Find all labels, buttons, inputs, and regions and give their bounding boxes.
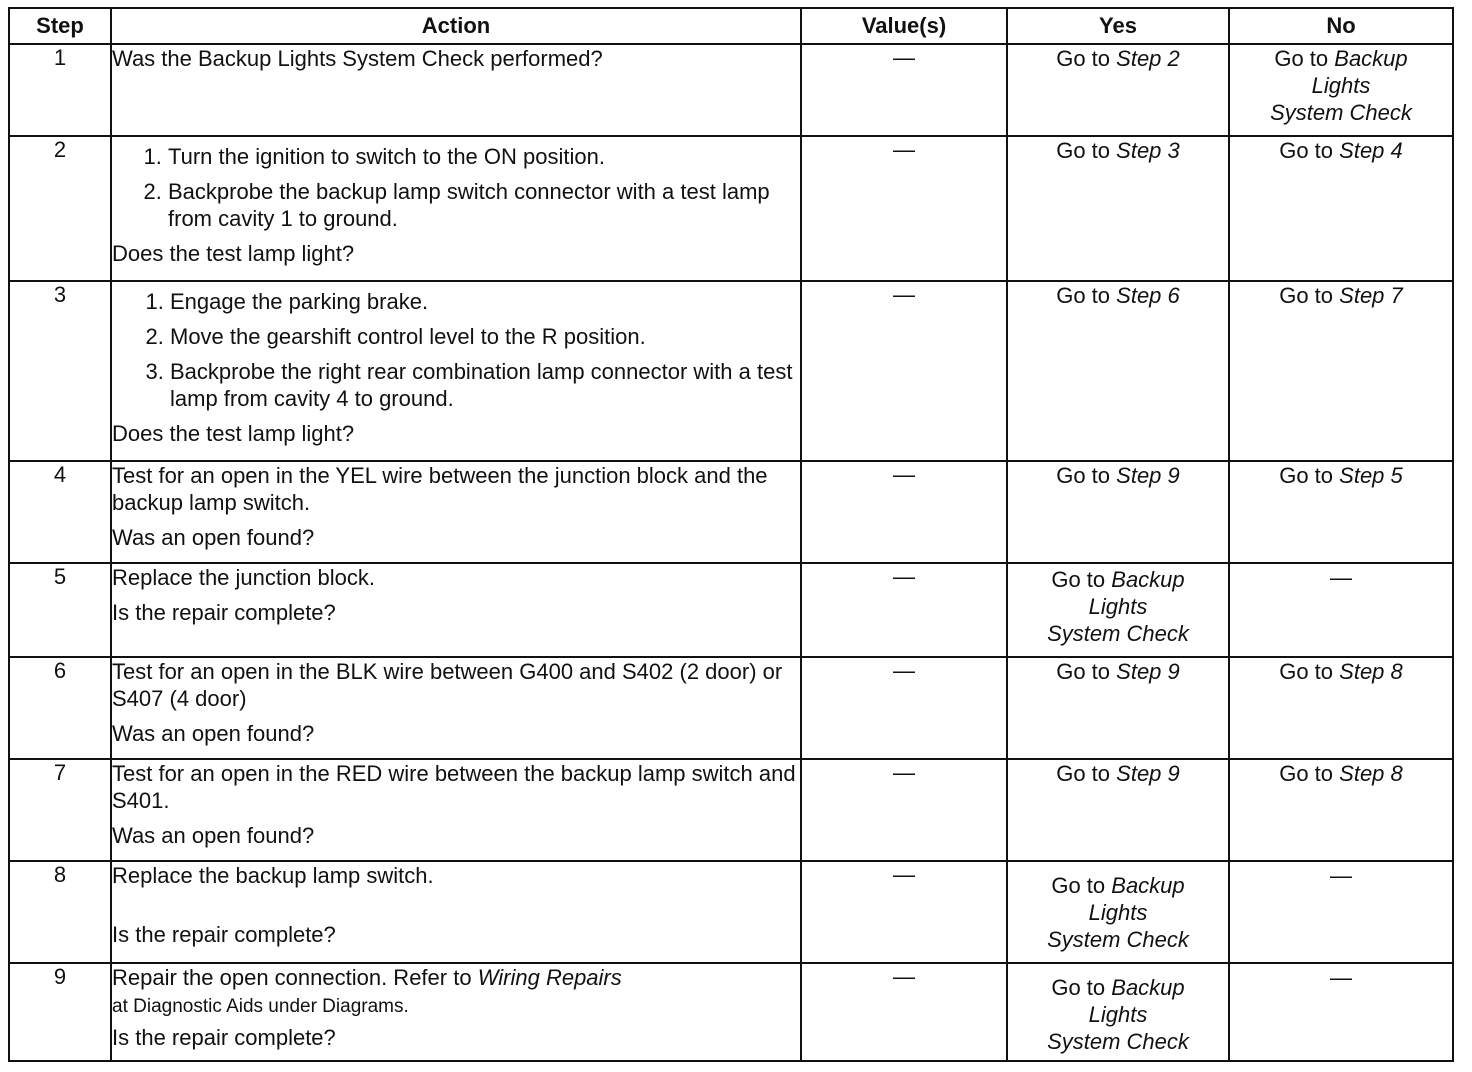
action-text: Repair the open connection. Refer to [112, 965, 472, 990]
value-cell [801, 563, 1007, 657]
action-cell [111, 963, 801, 1061]
action-step-list [112, 143, 800, 232]
table-row [9, 657, 1453, 759]
value-cell [801, 281, 1007, 461]
yes-cell [1007, 461, 1229, 563]
action-cell [111, 461, 801, 563]
yes-cell [1007, 563, 1229, 657]
goto-label: Go to [1279, 659, 1334, 684]
goto-label: Go to [1279, 761, 1334, 786]
value-dash: — [893, 658, 915, 683]
action-step: 2. Backprobe the backup lamp switch connector with a test lamp from cavity 1 to ground. [168, 178, 800, 232]
goto-label: Go to [1279, 283, 1334, 308]
goto-label: Go to [1056, 138, 1111, 163]
value-dash: — [893, 462, 915, 487]
value-dash: — [893, 964, 915, 989]
action-step: 2. Move the gearshift control level to the R position. [170, 323, 800, 350]
table-row [9, 963, 1453, 1061]
no-target: Step 8 [1339, 659, 1403, 684]
action-cell [111, 136, 801, 281]
goto-label: Go to [1051, 975, 1106, 1000]
header-row [9, 8, 1453, 44]
header-action: Action [111, 8, 801, 44]
action-question: Is the repair complete? [112, 922, 336, 947]
no-dash: — [1330, 565, 1352, 590]
action-step: 3. Backprobe the right rear combination lamp connector with a test lamp from cavity 4 to ground. [170, 358, 800, 412]
yes-cell [1007, 44, 1229, 136]
no-target-line: System Check [1270, 100, 1412, 125]
yes-target: Step 9 [1116, 463, 1180, 488]
no-cell [1229, 963, 1453, 1061]
header-no: No [1229, 8, 1453, 44]
value-dash: — [893, 862, 915, 887]
goto-label: Go to [1056, 463, 1111, 488]
yes-target-line: Backup [1111, 873, 1185, 898]
yes-target: Step 6 [1116, 283, 1180, 308]
step-number: 7 [9, 759, 111, 861]
action-cell [111, 563, 801, 657]
no-target: Step 4 [1339, 138, 1403, 163]
value-dash: — [893, 760, 915, 785]
action-cell [111, 44, 801, 136]
wiring-repairs-ref: Wiring Repairs [477, 965, 622, 990]
table-row [9, 136, 1453, 281]
table-row [9, 563, 1453, 657]
value-dash: — [893, 282, 915, 307]
no-cell [1229, 657, 1453, 759]
value-cell [801, 657, 1007, 759]
yes-target-line: System Check [1047, 1029, 1189, 1054]
action-text: Test for an open in the BLK wire between G400 and S402 (2 door) or S407 (4 door) [112, 659, 783, 711]
yes-cell [1007, 281, 1229, 461]
action-text-line [112, 964, 800, 991]
no-cell [1229, 44, 1453, 136]
no-dash: — [1330, 863, 1352, 888]
table-row [9, 281, 1453, 461]
action-question: Was an open found? [112, 823, 315, 848]
table-row [9, 461, 1453, 563]
action-question: Is the repair complete? [112, 1025, 336, 1050]
yes-target-line: Backup [1111, 567, 1185, 592]
yes-target-line: System Check [1047, 927, 1189, 952]
value-dash: — [893, 564, 915, 589]
no-cell [1229, 281, 1453, 461]
yes-target: Step 9 [1116, 659, 1180, 684]
action-text: Replace the backup lamp switch. [112, 863, 434, 888]
yes-target: Step 3 [1116, 138, 1180, 163]
no-target: Step 8 [1339, 761, 1403, 786]
value-cell [801, 136, 1007, 281]
yes-target-line: Lights [1088, 900, 1148, 925]
action-cell [111, 759, 801, 861]
yes-target-line: Lights [1088, 1002, 1148, 1027]
goto-label: Go to [1274, 46, 1329, 71]
action-question: Was an open found? [112, 721, 315, 746]
goto-label: Go to [1056, 46, 1111, 71]
yes-cell [1007, 759, 1229, 861]
goto-label: Go to [1056, 659, 1111, 684]
yes-target: Step 9 [1116, 761, 1180, 786]
yes-target-line: Backup [1111, 975, 1185, 1000]
no-target-line: Lights [1311, 73, 1371, 98]
no-cell [1229, 461, 1453, 563]
no-cell [1229, 759, 1453, 861]
step-number: 2 [9, 136, 111, 281]
yes-target-line: System Check [1047, 621, 1189, 646]
goto-label: Go to [1056, 761, 1111, 786]
yes-target: Step 2 [1116, 46, 1180, 71]
action-step: 1. Turn the ignition to switch to the ON position. [168, 143, 800, 170]
no-cell [1229, 563, 1453, 657]
no-target-line: Backup [1334, 46, 1408, 71]
value-cell [801, 461, 1007, 563]
table-row [9, 759, 1453, 861]
value-cell [801, 759, 1007, 861]
yes-cell [1007, 963, 1229, 1061]
header-step: Step [9, 8, 111, 44]
goto-label: Go to [1279, 138, 1334, 163]
step-number: 1 [9, 44, 111, 136]
no-target: Step 5 [1339, 463, 1403, 488]
action-text: Test for an open in the YEL wire between the junction block and the backup lamp switch. [112, 463, 768, 515]
value-cell [801, 44, 1007, 136]
no-cell [1229, 861, 1453, 963]
action-cell [111, 281, 801, 461]
action-question: Does the test lamp light? [112, 421, 355, 446]
yes-cell [1007, 657, 1229, 759]
yes-target-line: Lights [1088, 594, 1148, 619]
action-question: Does the test lamp light? [112, 241, 355, 266]
header-values: Value(s) [801, 8, 1007, 44]
table-row [9, 44, 1453, 136]
value-dash: — [893, 137, 915, 162]
table-row [9, 861, 1453, 963]
goto-label: Go to [1056, 283, 1111, 308]
no-dash: — [1330, 965, 1352, 990]
no-cell [1229, 136, 1453, 281]
action-text-small: at Diagnostic Aids under Diagrams. [112, 996, 409, 1017]
action-step-list [112, 288, 800, 412]
step-number: 5 [9, 563, 111, 657]
action-text: Replace the junction block. [112, 565, 375, 590]
goto-label: Go to [1279, 463, 1334, 488]
action-text: Test for an open in the RED wire between the backup lamp switch and S401. [112, 761, 796, 813]
header-yes: Yes [1007, 8, 1229, 44]
action-cell [111, 861, 801, 963]
step-number: 3 [9, 281, 111, 461]
diagnostic-table [8, 7, 1454, 1062]
goto-label: Go to [1051, 873, 1106, 898]
yes-cell [1007, 861, 1229, 963]
value-cell [801, 861, 1007, 963]
value-dash: — [893, 45, 915, 70]
value-cell [801, 963, 1007, 1061]
action-text: Was the Backup Lights System Check performed? [112, 46, 603, 71]
action-question: Was an open found? [112, 525, 315, 550]
step-number: 4 [9, 461, 111, 563]
step-number: 6 [9, 657, 111, 759]
no-target: Step 7 [1339, 283, 1403, 308]
action-cell [111, 657, 801, 759]
action-question: Is the repair complete? [112, 600, 336, 625]
goto-label: Go to [1051, 567, 1106, 592]
yes-cell [1007, 136, 1229, 281]
action-step: 1. Engage the parking brake. [170, 288, 800, 315]
step-number: 9 [9, 963, 111, 1061]
step-number: 8 [9, 861, 111, 963]
